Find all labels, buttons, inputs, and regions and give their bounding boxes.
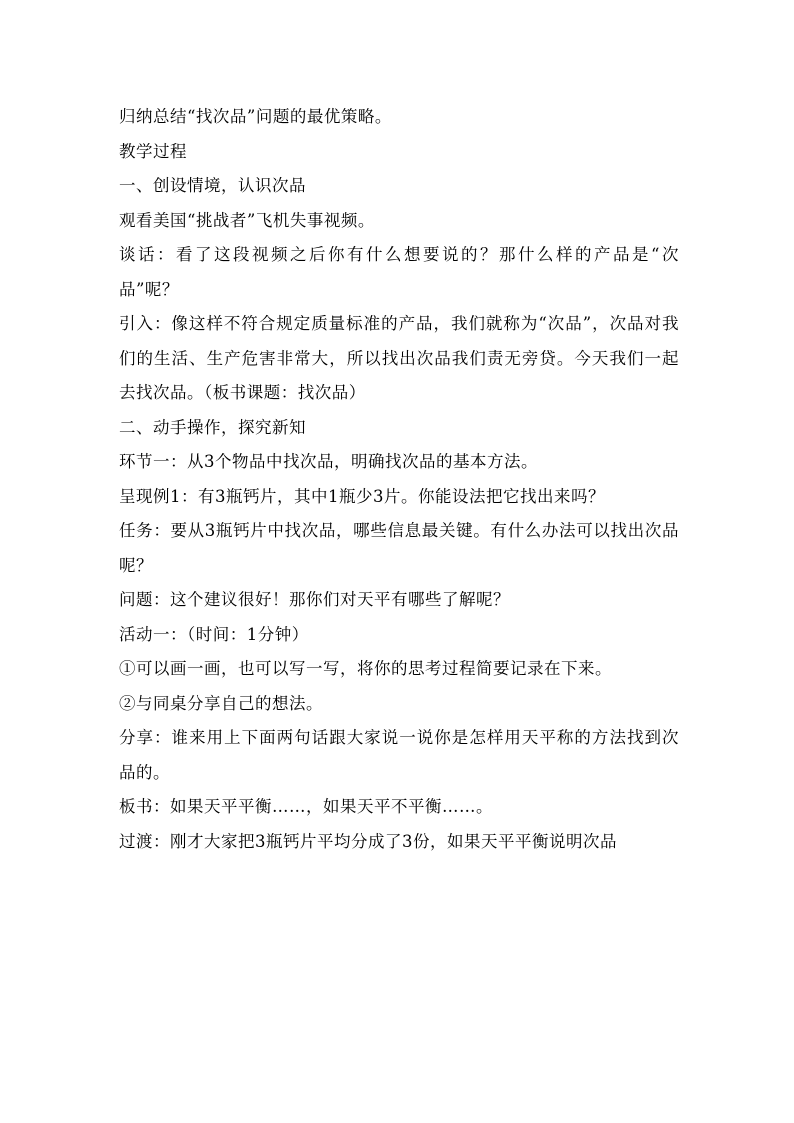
paragraph-summary-strategy: 归纳总结“找次品”问题的最优策略。 [119, 107, 392, 126]
paragraph-activity-one: 活动一：（时间：1分钟） [119, 624, 309, 644]
paragraph-transition: 过渡：刚才大家把3瓶钙片平均分成了3份，如果天平平衡说明次品 [119, 831, 617, 851]
paragraph-stage-one: 环节一：从3个物品中找次品，明确找次品的基本方法。 [119, 452, 538, 471]
paragraph-talk: 谈话：看了这段视频之后你有什么想要说的？那什么样的产品是“次品”呢？ [119, 245, 679, 299]
paragraph-question: 问题：这个建议很好！那你们对天平有哪些了解呢？ [119, 590, 510, 609]
paragraph-watch-video: 观看美国“挑战者”飞机失事视频。 [119, 210, 375, 230]
document-body [119, 100, 679, 859]
paragraph-activity-step-two: ②与同桌分享自己的想法。 [119, 693, 323, 713]
paragraph-activity-step-one: ①可以画一画，也可以写一写，将你的思考过程简要记录在下来。 [119, 659, 612, 678]
heading-section-two: 二、动手操作，探究新知 [119, 417, 306, 437]
paragraph-introduction: 引入：像这样不符合规定质量标准的产品，我们就称为“次品”，次品对我们的生活、生产危害非常大，所以找出次品我们责无旁贷。今天我们一起去找次品。（板书课题：找次品） [119, 314, 679, 402]
heading-teaching-process: 教学过程 [119, 141, 187, 161]
paragraph-share: 分享：谁来用上下面两句话跟大家说一说你是怎样用天平称的方法找到次品的。 [119, 728, 679, 782]
paragraph-blackboard: 板书：如果天平平衡……，如果天平不平衡……。 [119, 797, 493, 816]
heading-section-one: 一、创设情境，认识次品 [119, 176, 306, 195]
paragraph-example-one: 呈现例1：有3瓶钙片，其中1瓶少3片。你能设法把它找出来吗？ [119, 486, 605, 506]
paragraph-task: 任务：要从3瓶钙片中找次品，哪些信息最关键。有什么办法可以找出次品呢？ [119, 521, 679, 575]
